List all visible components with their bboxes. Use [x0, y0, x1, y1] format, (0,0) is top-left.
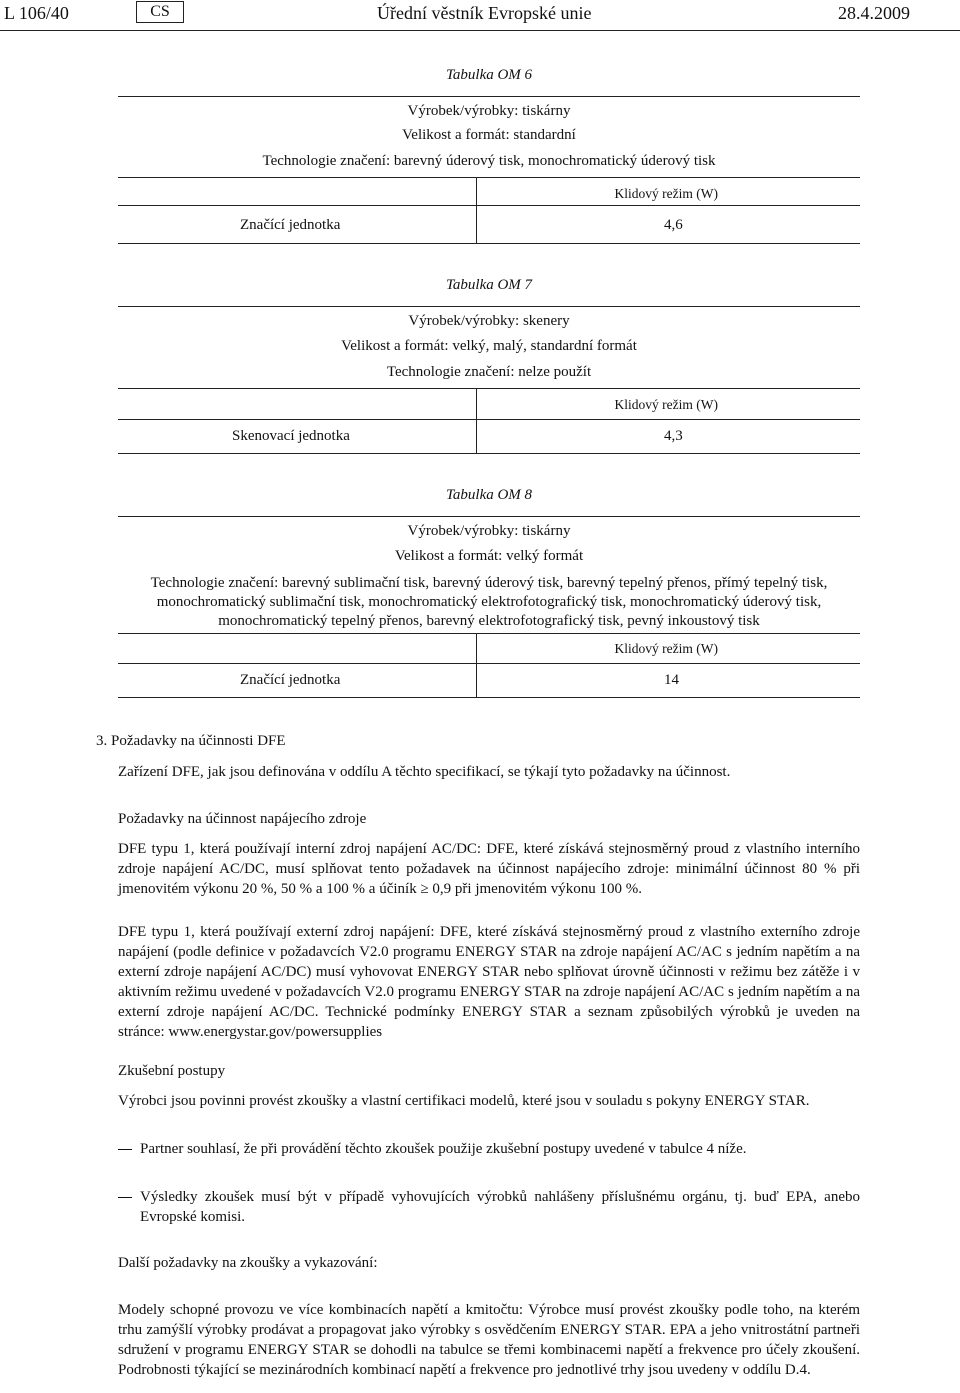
row-value: 14 [664, 672, 679, 688]
table-rule [118, 205, 860, 206]
table-rule [118, 96, 860, 97]
table-line: Velikost a formát: standardní [402, 127, 576, 143]
table-line: Výrobek/výrobky: tiskárny [407, 103, 571, 119]
table-om6-title: Tabulka OM 6 [445, 67, 533, 83]
table-om8 [118, 516, 860, 698]
table-om7 [118, 306, 860, 454]
language-badge: CS [136, 1, 184, 23]
table-om8-title: Tabulka OM 8 [445, 487, 533, 503]
test-intro: Výrobci jsou povinni provést zkoušky a vlastní certifikaci modelů, které jsou v souladu s pokyny ENERGY STAR. [118, 1093, 810, 1109]
section-intro: Zařízení DFE, jak jsou definována v oddílu A těchto specifikací, se týkají tyto požadavky na účinnost. [118, 764, 731, 780]
list-item-text: Výsledky zkoušek musí být v případě vyhovujících výrobků nahlášeny příslušnému orgánu, tj. buď EPA, anebo Evropské komisi. [140, 1189, 860, 1225]
page-number: L 106/40 [4, 3, 69, 23]
row-label: Značící jednotka [240, 672, 341, 688]
publication-date: 28.4.2009 [838, 3, 910, 23]
table-rule [118, 516, 860, 517]
psu-heading: Požadavky na účinnost napájecího zdroje [118, 811, 367, 827]
psu-internal-paragraph: DFE typu 1, která používají interní zdroj napájení AC/DC: DFE, které získává stejnosměrný proud z vlastního interního zdroje napájení AC/DC, musí splňovat tento požadavek na účinnost napájecího zdroje: minimální účinnost 80 % při jmenovitém výkonu 20 %, 50 % a 100 % a účiník ≥ 0,9 při jmenovitém výkonu 100 %. [118, 841, 860, 897]
row-value: 4,6 [664, 217, 683, 233]
table-rule [118, 177, 860, 178]
table-column-divider [476, 633, 477, 697]
table-rule [118, 243, 860, 244]
column-header-idle-mode: Klidový režim (W) [614, 186, 718, 201]
table-line: Výrobek/výrobky: skenery [408, 313, 570, 329]
table-rule [118, 633, 860, 634]
table-line: Technologie značení: barevný úderový tisk, monochromatický úderový tisk [262, 153, 716, 169]
table-column-divider [476, 388, 477, 453]
row-label: Značící jednotka [240, 217, 341, 233]
table-om7-title: Tabulka OM 7 [445, 277, 533, 293]
further-heading: Další požadavky na zkoušky a vykazování: [118, 1255, 378, 1271]
table-rule [118, 388, 860, 389]
table-rule [118, 697, 860, 698]
table-rule [118, 419, 860, 420]
table-rule [118, 663, 860, 664]
psu-external-paragraph: DFE typu 1, která používají externí zdroj napájení: DFE, které získává stejnosměrný proud z vlastního externího zdroje napájení (podle definice v požadavcích V2.0 programu ENERGY STAR na zdroje napájení AC/AC s jedním napětím a na externí zdroje napájení AC/DC) musí vyhovovat ENERGY STAR nebo splňovat úrovně účinnosti v režimu bez zátěže i v aktivním režimu uvedené v požadavcích V2.0 programu ENERGY STAR na zdroje napájení AC/AC s jedním napětím a na externí zdroje napájení AC/DC. Technické podmínky ENERGY STAR a seznam způsobilých výrobků je uveden na stránce: www.energystar.gov/powersupplies [118, 924, 860, 1040]
page-header [0, 0, 960, 30]
table-line: Velikost a formát: velký, malý, standardní formát [341, 338, 637, 354]
table-rule [118, 453, 860, 454]
table-om6 [118, 96, 860, 244]
list-item-text: Partner souhlasí, že při provádění těchto zkoušek použije zkušební postupy uvedené v tabulce 4 níže. [140, 1141, 747, 1157]
column-header-idle-mode: Klidový režim (W) [614, 397, 718, 412]
table-line: Technologie značení: nelze použít [386, 364, 592, 380]
table-rule [118, 306, 860, 307]
row-value: 4,3 [664, 428, 683, 444]
row-label: Skenovací jednotka [232, 428, 350, 444]
journal-title: Úřední věstník Evropské unie [377, 3, 592, 23]
header-rule [0, 30, 960, 31]
table-technology-text: Technologie značení: barevný sublimační tisk, barevný úderový tisk, barevný tepelný přenos, přímý tepelný tisk, monochromatický sublimační tisk, monochromatický elektrofotografický tisk, monochromatický úderový tisk, monochromatický tepelný přenos, barevný elektrofotografický tisk, pevný inkoustový tisk [150, 575, 828, 629]
table-line: Výrobek/výrobky: tiskárny [407, 523, 571, 539]
section-heading: 3. Požadavky na účinnosti DFE [96, 733, 286, 749]
further-paragraph: Modely schopné provozu ve více kombinacích napětí a kmitočtu: Výrobce musí provést zkoušky podle toho, na kterém trhu zamýšlí výrobky prodávat a propagovat jako výrobky s osvědčením ENERGY STAR. EPA a jeho vnitrostátní partneři sdružení v programu ENERGY STAR se dohodli na tabulce se třemi kombinacemi napětí a frekvence pro účely zkoušení. Podrobnosti týkající se mezinárodních kombinací napětí a frekvence pro jednotlivé trhy jsou uvedeny v oddílu D.4. [118, 1302, 860, 1378]
table-line: Velikost a formát: velký formát [394, 548, 584, 564]
table-column-divider [476, 177, 477, 243]
column-header-idle-mode: Klidový režim (W) [614, 641, 718, 656]
test-heading: Zkušební postupy [118, 1063, 226, 1079]
